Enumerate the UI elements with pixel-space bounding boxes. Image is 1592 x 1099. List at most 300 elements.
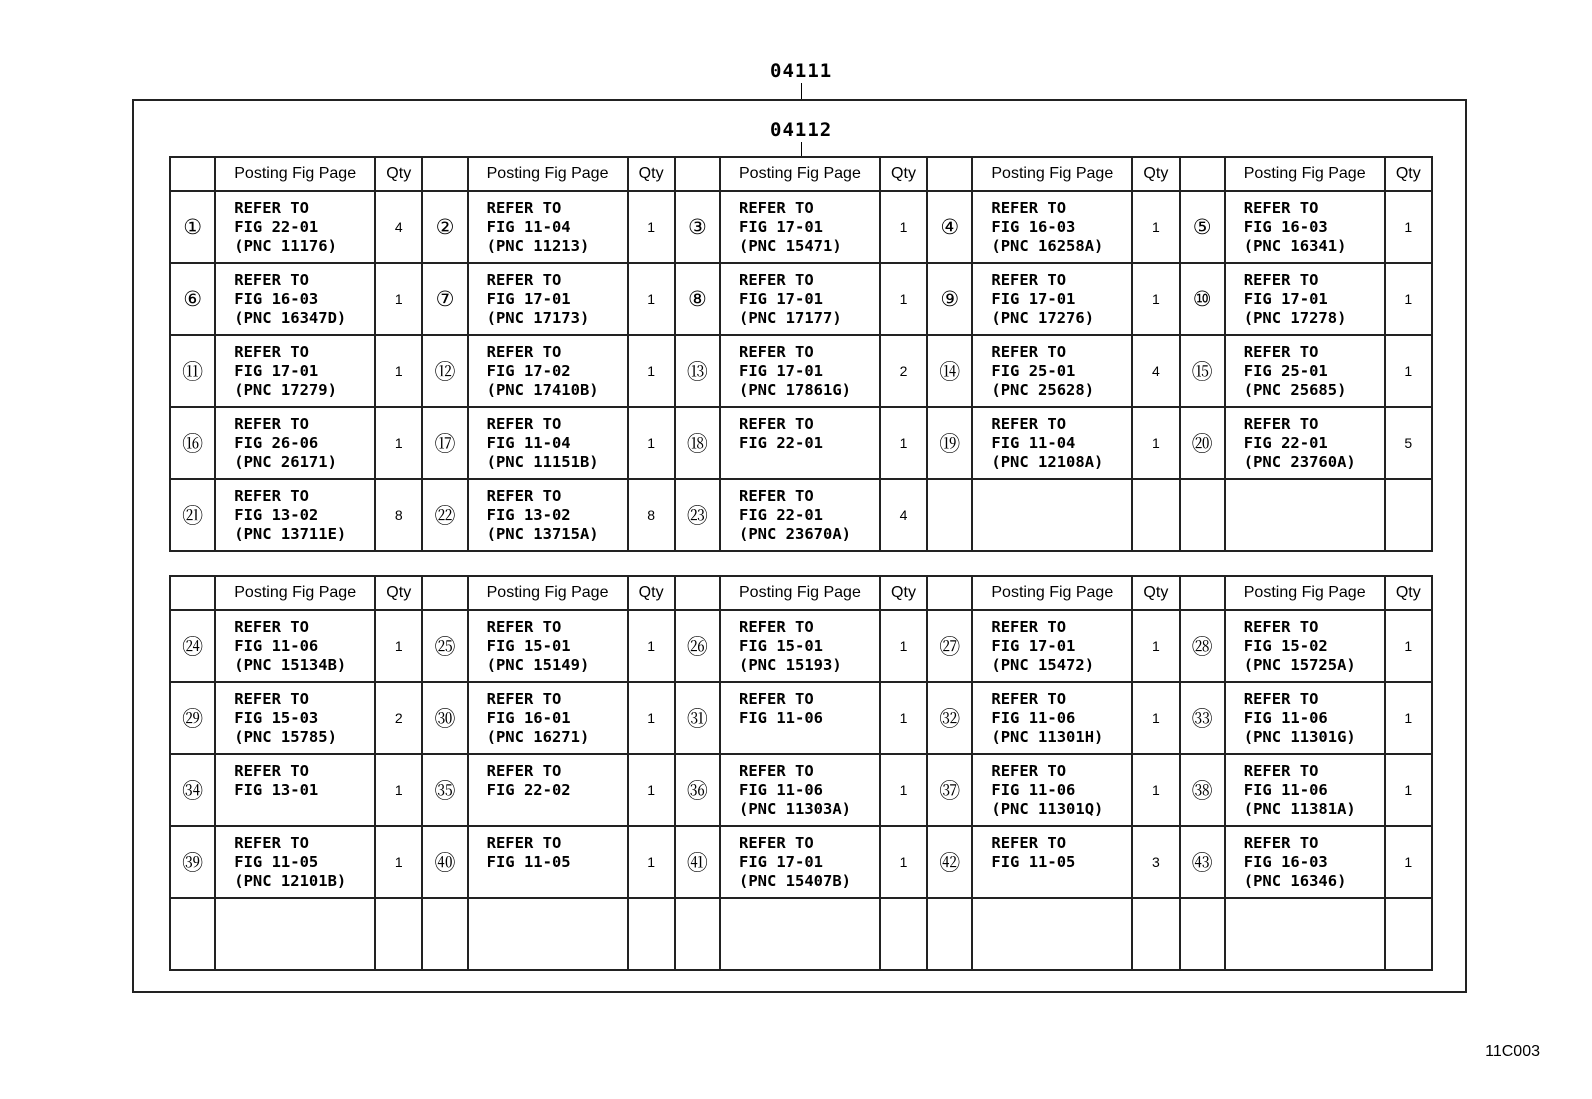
- qty-value: 1: [880, 610, 927, 682]
- reference-cell: [972, 191, 1132, 263]
- header-qty: Qty: [375, 157, 422, 191]
- callout-number: [1180, 479, 1225, 551]
- callout-number: ㉙: [170, 682, 215, 754]
- pnc-reference: (PNC 15149): [486, 655, 590, 674]
- fig-reference: [991, 925, 1131, 944]
- pnc-reference: (PNC 11301H): [991, 727, 1104, 746]
- reference-cell: [972, 335, 1132, 407]
- reference-cell: [468, 754, 628, 826]
- reference-cell: [468, 826, 628, 898]
- reference-cell: [1225, 610, 1385, 682]
- refer-to-text: REFER TO: [234, 617, 309, 636]
- callout-number: [927, 479, 972, 551]
- pnc-reference: [739, 453, 879, 472]
- reference-cell: [468, 335, 628, 407]
- pnc-reference: (PNC 13715A): [486, 524, 599, 543]
- reference-cell: [215, 826, 375, 898]
- callout-number: ㉖: [675, 610, 720, 682]
- pnc-reference: (PNC 15471): [739, 236, 842, 255]
- refer-to-text: REFER TO: [234, 342, 309, 361]
- qty-value: 1: [628, 754, 675, 826]
- qty-value: 1: [1385, 826, 1432, 898]
- callout-number: ㉕: [422, 610, 467, 682]
- table-row: [170, 479, 1432, 551]
- pnc-reference: (PNC 15725A): [1243, 655, 1356, 674]
- refer-to-text: REFER TO: [739, 486, 814, 505]
- qty-value: 1: [628, 335, 675, 407]
- fig-reference: [487, 925, 627, 944]
- fig-reference: [234, 925, 374, 944]
- callout-number: ㊲: [927, 754, 972, 826]
- callout-number: ⑫: [422, 335, 467, 407]
- header-blank-cell: [675, 576, 720, 610]
- pnc-reference: (PNC 12101B): [234, 871, 347, 890]
- refer-to-text: REFER TO: [739, 761, 814, 780]
- refer-to-text: REFER TO: [991, 689, 1067, 708]
- pnc-reference: (PNC 15472): [991, 655, 1095, 674]
- pnc-reference: (PNC 15407B): [739, 871, 851, 890]
- reference-cell: [972, 407, 1132, 479]
- refer-to-text: REFER TO: [739, 342, 814, 361]
- qty-value: 1: [1385, 610, 1432, 682]
- header-posting-fig-page: Posting Fig Page: [720, 576, 880, 610]
- fig-reference: FIG 22-01: [739, 433, 823, 452]
- callout-number: ㊸: [1180, 826, 1225, 898]
- pnc-reference: (PNC 11301G): [1243, 727, 1356, 746]
- callout-number: ㊶: [675, 826, 720, 898]
- callout-number: ⑨: [927, 263, 972, 335]
- fig-reference: FIG 11-06: [991, 780, 1076, 799]
- fig-reference: FIG 11-06: [739, 780, 823, 799]
- pnc-reference: (PNC 11151B): [486, 452, 599, 471]
- refer-to-text: REFER TO: [739, 270, 814, 289]
- pnc-reference: (PNC 12108A): [991, 452, 1104, 471]
- callout-number: ⑲: [927, 407, 972, 479]
- pnc-reference: (PNC 17173): [486, 308, 590, 327]
- pnc-reference: [739, 944, 879, 963]
- fig-reference: FIG 17-01: [234, 361, 319, 380]
- table-row: [170, 263, 1432, 335]
- reference-cell: [720, 898, 880, 970]
- callout-number: [675, 898, 720, 970]
- reference-cell: [468, 898, 628, 970]
- table-row: [170, 191, 1432, 263]
- fig-reference: FIG 17-01: [991, 636, 1076, 655]
- header-blank-cell: [422, 576, 467, 610]
- fig-reference: FIG 13-01: [234, 780, 319, 799]
- fig-reference: FIG 22-01: [234, 217, 319, 236]
- callout-number: ㉞: [170, 754, 215, 826]
- pnc-reference: (PNC 25685): [1243, 380, 1347, 399]
- pnc-reference: (PNC 16271): [486, 727, 590, 746]
- refer-to-text: REFER TO: [486, 833, 562, 852]
- refer-to-text: REFER TO: [486, 342, 562, 361]
- pnc-reference: (PNC 11176): [234, 236, 337, 255]
- qty-value: 5: [1385, 407, 1432, 479]
- reference-cell: [1225, 826, 1385, 898]
- refer-to-text: REFER TO: [991, 198, 1067, 217]
- reference-cell: [215, 335, 375, 407]
- callout-number: ②: [422, 191, 467, 263]
- refer-to-text: REFER TO: [1243, 414, 1319, 433]
- fig-reference: FIG 11-05: [486, 852, 571, 871]
- callout-number: ㊷: [927, 826, 972, 898]
- reference-cell: [215, 610, 375, 682]
- reference-cell: [972, 682, 1132, 754]
- header-posting-fig-page: Posting Fig Page: [720, 157, 880, 191]
- leader-line-04112: [801, 142, 802, 156]
- reference-cell: [468, 191, 628, 263]
- refer-to-text: REFER TO: [991, 761, 1067, 780]
- qty-value: 1: [880, 826, 927, 898]
- qty-value: 1: [880, 682, 927, 754]
- pnc-reference: (PNC 11213): [486, 236, 590, 255]
- callout-number: ㉝: [1180, 682, 1225, 754]
- refer-to-text: REFER TO: [234, 761, 309, 780]
- refer-to-text: REFER TO: [1243, 342, 1319, 361]
- qty-value: 1: [1385, 191, 1432, 263]
- callout-number: ㉗: [927, 610, 972, 682]
- header-posting-fig-page: Posting Fig Page: [215, 157, 375, 191]
- header-row: [170, 157, 1432, 191]
- pnc-reference: (PNC 26171): [234, 452, 337, 471]
- fig-reference: FIG 11-06: [234, 636, 319, 655]
- pnc-reference: (PNC 17279): [234, 380, 337, 399]
- fig-reference: FIG 11-05: [991, 852, 1076, 871]
- callout-number: ⑩: [1180, 263, 1225, 335]
- header-blank-cell: [1180, 157, 1225, 191]
- fig-reference: FIG 16-03: [1243, 217, 1328, 236]
- fig-reference: [1244, 925, 1384, 944]
- refer-to-text: REFER TO: [991, 342, 1067, 361]
- reference-table-2: [169, 575, 1433, 971]
- callout-number: ㉔: [170, 610, 215, 682]
- fig-reference: [1244, 506, 1384, 525]
- reference-cell: [972, 754, 1132, 826]
- fig-reference: FIG 22-02: [486, 780, 571, 799]
- illustration-code: 11C003: [1485, 1043, 1540, 1060]
- refer-to-text: REFER TO: [739, 198, 814, 217]
- qty-value: 1: [1132, 754, 1179, 826]
- header-blank-cell: [675, 157, 720, 191]
- refer-to-text: REFER TO: [234, 414, 309, 433]
- reference-cell: [215, 754, 375, 826]
- callout-number: ⑧: [675, 263, 720, 335]
- qty-value: 1: [628, 682, 675, 754]
- qty-value: 1: [1385, 263, 1432, 335]
- qty-value: 1: [628, 610, 675, 682]
- qty-value: 1: [375, 754, 422, 826]
- reference-cell: [215, 898, 375, 970]
- fig-reference: FIG 11-04: [486, 217, 571, 236]
- fig-reference: FIG 15-03: [234, 708, 319, 727]
- refer-to-text: REFER TO: [234, 486, 309, 505]
- refer-to-text: REFER TO: [739, 689, 814, 708]
- refer-to-text: [487, 906, 627, 925]
- pnc-reference: [487, 944, 627, 963]
- fig-reference: FIG 13-02: [234, 505, 319, 524]
- header-qty: Qty: [1132, 576, 1179, 610]
- reference-cell: [215, 407, 375, 479]
- reference-cell: [215, 263, 375, 335]
- refer-to-text: REFER TO: [486, 486, 562, 505]
- callout-number: ㉛: [675, 682, 720, 754]
- fig-reference: FIG 22-01: [1243, 433, 1328, 452]
- header-posting-fig-page: Posting Fig Page: [215, 576, 375, 610]
- fig-reference: FIG 17-01: [739, 852, 823, 871]
- callout-number: [1180, 898, 1225, 970]
- reference-cell: [972, 898, 1132, 970]
- fig-reference: FIG 11-04: [991, 433, 1076, 452]
- fig-reference: FIG 13-02: [486, 505, 571, 524]
- pnc-reference: [487, 872, 627, 891]
- reference-cell: [720, 407, 880, 479]
- reference-cell: [720, 191, 880, 263]
- reference-cell: [1225, 263, 1385, 335]
- reference-cell: [468, 263, 628, 335]
- header-qty: Qty: [375, 576, 422, 610]
- header-posting-fig-page: Posting Fig Page: [972, 576, 1132, 610]
- pnc-reference: (PNC 11301Q): [991, 799, 1104, 818]
- header-blank-cell: [170, 157, 215, 191]
- table-row: [170, 407, 1432, 479]
- qty-value: 1: [880, 263, 927, 335]
- reference-cell: [468, 682, 628, 754]
- refer-to-text: [1244, 906, 1384, 925]
- reference-cell: [215, 191, 375, 263]
- pnc-reference: (PNC 23670A): [739, 524, 851, 543]
- refer-to-text: REFER TO: [486, 198, 562, 217]
- refer-to-text: REFER TO: [739, 833, 814, 852]
- qty-value: 1: [375, 407, 422, 479]
- qty-value: 1: [1132, 191, 1179, 263]
- callout-number: ㊳: [1180, 754, 1225, 826]
- pnc-reference: (PNC 15134B): [234, 655, 347, 674]
- qty-value: 2: [880, 335, 927, 407]
- pnc-reference: (PNC 16347D): [234, 308, 347, 327]
- qty-value: 3: [1132, 826, 1179, 898]
- qty-value: 1: [1385, 754, 1432, 826]
- reference-cell: [1225, 335, 1385, 407]
- callout-number: ⑯: [170, 407, 215, 479]
- refer-to-text: REFER TO: [1243, 689, 1319, 708]
- reference-cell: [972, 263, 1132, 335]
- pnc-reference: (PNC 15785): [234, 727, 337, 746]
- refer-to-text: REFER TO: [234, 689, 309, 708]
- callout-number: ⑥: [170, 263, 215, 335]
- qty-value: 1: [1132, 263, 1179, 335]
- reference-cell: [1225, 682, 1385, 754]
- fig-reference: FIG 26-06: [234, 433, 319, 452]
- table-row: [170, 610, 1432, 682]
- reference-cell: [215, 479, 375, 551]
- qty-value: 1: [880, 407, 927, 479]
- refer-to-text: REFER TO: [234, 270, 309, 289]
- fig-reference: FIG 16-03: [234, 289, 319, 308]
- fig-reference: FIG 11-04: [486, 433, 571, 452]
- qty-value: [1132, 898, 1179, 970]
- pnc-reference: (PNC 23760A): [1243, 452, 1356, 471]
- refer-to-text: REFER TO: [991, 617, 1067, 636]
- reference-cell: [468, 479, 628, 551]
- refer-to-text: [739, 906, 879, 925]
- qty-value: 1: [628, 263, 675, 335]
- qty-value: 1: [628, 826, 675, 898]
- fig-reference: FIG 16-01: [486, 708, 571, 727]
- reference-cell: [720, 754, 880, 826]
- header-qty: Qty: [1132, 157, 1179, 191]
- table-row: [170, 335, 1432, 407]
- fig-reference: FIG 11-06: [1243, 780, 1328, 799]
- qty-value: 4: [880, 479, 927, 551]
- fig-reference: FIG 17-01: [739, 361, 823, 380]
- pnc-reference: (PNC 11381A): [1243, 799, 1356, 818]
- refer-to-text: REFER TO: [1243, 833, 1319, 852]
- callout-number: ⑬: [675, 335, 720, 407]
- refer-to-text: REFER TO: [234, 198, 309, 217]
- reference-table-1: [169, 156, 1433, 552]
- refer-to-text: REFER TO: [991, 414, 1067, 433]
- callout-number: ㉟: [422, 754, 467, 826]
- refer-to-text: REFER TO: [486, 270, 562, 289]
- qty-value: 1: [375, 826, 422, 898]
- qty-value: 1: [628, 407, 675, 479]
- refer-to-text: REFER TO: [486, 617, 562, 636]
- part-number-04111: 04111: [770, 60, 833, 82]
- refer-to-text: REFER TO: [486, 689, 562, 708]
- header-qty: Qty: [628, 157, 675, 191]
- reference-cell: [972, 479, 1132, 551]
- callout-number: [170, 898, 215, 970]
- callout-number: ⑰: [422, 407, 467, 479]
- pnc-reference: [991, 525, 1131, 544]
- reference-cell: [720, 335, 880, 407]
- header-posting-fig-page: Posting Fig Page: [1225, 157, 1385, 191]
- pnc-reference: (PNC 17177): [739, 308, 842, 327]
- callout-number: ㉒: [422, 479, 467, 551]
- callout-number: ⑱: [675, 407, 720, 479]
- reference-cell: [1225, 754, 1385, 826]
- qty-value: 1: [375, 610, 422, 682]
- callout-number: ①: [170, 191, 215, 263]
- refer-to-text: REFER TO: [1243, 761, 1319, 780]
- reference-cell: [1225, 407, 1385, 479]
- refer-to-text: REFER TO: [486, 761, 562, 780]
- qty-value: 1: [375, 335, 422, 407]
- callout-number: ㊵: [422, 826, 467, 898]
- fig-reference: [991, 506, 1131, 525]
- qty-value: 1: [628, 191, 675, 263]
- pnc-reference: (PNC 17410B): [486, 380, 599, 399]
- header-blank-cell: [422, 157, 467, 191]
- fig-reference: FIG 25-01: [1243, 361, 1328, 380]
- reference-cell: [720, 682, 880, 754]
- callout-number: ㉓: [675, 479, 720, 551]
- pnc-reference: (PNC 15193): [739, 655, 842, 674]
- header-qty: Qty: [1385, 576, 1432, 610]
- qty-value: 2: [375, 682, 422, 754]
- fig-reference: FIG 17-01: [1243, 289, 1328, 308]
- reference-cell: [1225, 479, 1385, 551]
- qty-value: 8: [628, 479, 675, 551]
- header-qty: Qty: [880, 576, 927, 610]
- refer-to-text: REFER TO: [1243, 617, 1319, 636]
- pnc-reference: [991, 944, 1131, 963]
- fig-reference: FIG 16-03: [1243, 852, 1328, 871]
- pnc-reference: [739, 728, 879, 747]
- pnc-reference: (PNC 16341): [1243, 236, 1347, 255]
- pnc-reference: [234, 800, 374, 819]
- header-blank-cell: [170, 576, 215, 610]
- header-posting-fig-page: Posting Fig Page: [972, 157, 1132, 191]
- qty-value: 1: [1385, 335, 1432, 407]
- fig-reference: FIG 17-01: [486, 289, 571, 308]
- callout-number: ⑳: [1180, 407, 1225, 479]
- refer-to-text: REFER TO: [1243, 198, 1319, 217]
- refer-to-text: REFER TO: [991, 270, 1067, 289]
- fig-reference: FIG 11-06: [991, 708, 1076, 727]
- reference-cell: [720, 263, 880, 335]
- reference-cell: [468, 407, 628, 479]
- header-qty: Qty: [628, 576, 675, 610]
- callout-number: ㉘: [1180, 610, 1225, 682]
- qty-value: 1: [1132, 610, 1179, 682]
- callout-number: ㉚: [422, 682, 467, 754]
- refer-to-text: [1244, 487, 1384, 506]
- refer-to-text: [991, 487, 1131, 506]
- fig-reference: FIG 15-01: [739, 636, 823, 655]
- callout-number: [927, 898, 972, 970]
- callout-number: ⑭: [927, 335, 972, 407]
- callout-number: ㊴: [170, 826, 215, 898]
- qty-value: [375, 898, 422, 970]
- qty-value: 1: [880, 754, 927, 826]
- reference-cell: [1225, 898, 1385, 970]
- pnc-reference: [234, 944, 374, 963]
- qty-value: [1132, 479, 1179, 551]
- part-number-04112: 04112: [770, 119, 833, 141]
- refer-to-text: REFER TO: [991, 833, 1067, 852]
- fig-reference: FIG 11-05: [234, 852, 319, 871]
- qty-value: 1: [1385, 682, 1432, 754]
- pnc-reference: (PNC 16258A): [991, 236, 1104, 255]
- fig-reference: FIG 17-01: [991, 289, 1076, 308]
- fig-reference: FIG 15-01: [486, 636, 571, 655]
- pnc-reference: [1244, 525, 1384, 544]
- qty-value: 4: [375, 191, 422, 263]
- callout-number: ⑪: [170, 335, 215, 407]
- fig-reference: [739, 925, 879, 944]
- refer-to-text: REFER TO: [739, 617, 814, 636]
- table-row: [170, 754, 1432, 826]
- callout-number: ⑮: [1180, 335, 1225, 407]
- refer-to-text: REFER TO: [1243, 270, 1319, 289]
- qty-value: 1: [880, 191, 927, 263]
- qty-value: [628, 898, 675, 970]
- refer-to-text: REFER TO: [234, 833, 309, 852]
- reference-cell: [720, 826, 880, 898]
- callout-number: ㉑: [170, 479, 215, 551]
- header-posting-fig-page: Posting Fig Page: [468, 576, 628, 610]
- pnc-reference: (PNC 17276): [991, 308, 1095, 327]
- fig-reference: FIG 11-06: [739, 708, 823, 727]
- qty-value: 1: [1132, 682, 1179, 754]
- table-row: [170, 826, 1432, 898]
- refer-to-text: [991, 906, 1131, 925]
- reference-cell: [215, 682, 375, 754]
- header-posting-fig-page: Posting Fig Page: [1225, 576, 1385, 610]
- pnc-reference: (PNC 17861G): [739, 380, 851, 399]
